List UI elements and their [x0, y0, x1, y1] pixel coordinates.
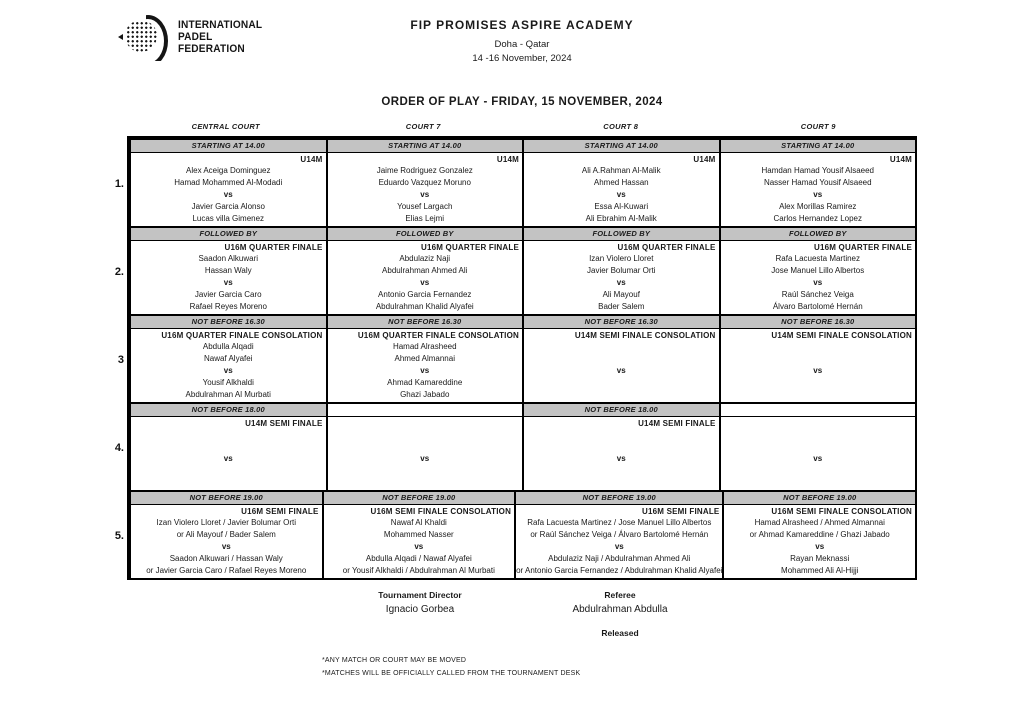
referee-label: Referee [604, 590, 636, 600]
court-header-9: COURT 9 [800, 122, 836, 131]
category-label: U16M QUARTER FINALE [617, 243, 716, 252]
category-label: U14M [889, 155, 912, 164]
match-body [131, 505, 322, 578]
team1-player2: or Ali Mayouf / Bader Salem [176, 530, 276, 539]
team2-player2 [328, 477, 523, 489]
match-body [131, 417, 326, 490]
team1-player2: or Ahmad Kamareddine / Ghazi Jabado [749, 530, 890, 539]
team1-player1: Abdulla Alqadi [202, 342, 254, 351]
team2-player2: Álvaro Bartolomé Hernán [772, 302, 863, 311]
team2-player2 [131, 477, 326, 489]
team1-player2: Nasser Hamad Yousif Alsaeed [763, 178, 872, 187]
team2-player1: Alex Morillas Ramirez [779, 202, 857, 211]
team1-player2 [524, 441, 719, 453]
time-band [721, 404, 916, 417]
referee-name: Abdulrahman Abdulla [572, 604, 668, 615]
referee-block [530, 590, 710, 615]
match-cell [522, 404, 719, 490]
team1-player1 [721, 429, 916, 441]
vs-label: vs [813, 278, 823, 287]
match-body [324, 505, 515, 578]
match-cell [129, 228, 326, 314]
vs-label: vs [815, 542, 825, 551]
match-cell [129, 140, 326, 226]
team2-player1 [721, 377, 916, 389]
time-band: STARTING AT 14.00 [721, 140, 916, 153]
tournament-director-block [330, 590, 510, 615]
match-cell [129, 492, 322, 578]
category-label: U16M SEMI FINALE [642, 507, 720, 516]
match-cell [719, 316, 916, 402]
team2-player2: or Antonio Garcia Fernandez / Abdulrahman Khalid Alyafei [516, 566, 723, 575]
team2-player2: or Javier Garcia Caro / Rafael Reyes Moreno [146, 566, 307, 575]
category-label: U14M [693, 155, 716, 164]
schedule-row [114, 226, 915, 314]
vs-label: vs [420, 454, 430, 463]
footnote: *MATCHES WILL BE OFFICIALLY CALLED FROM THE TOURNAMENT DESK [322, 670, 581, 677]
team1-player2: Hassan Waly [204, 266, 252, 275]
schedule-row [114, 490, 915, 578]
vs-label: vs [813, 190, 823, 199]
match-cell [522, 140, 719, 226]
row-number: 4. [114, 442, 124, 454]
court-headers [127, 122, 917, 131]
team1-player2: Mohammed Nasser [383, 530, 454, 539]
match-cell [719, 140, 916, 226]
team1-player2 [328, 441, 523, 453]
logo-arrow-icon [118, 34, 123, 40]
match-cell [719, 404, 916, 490]
team2-player1 [721, 465, 916, 477]
footnotes [322, 654, 580, 680]
row-number: 3 [117, 354, 124, 366]
time-band: STARTING AT 14.00 [328, 140, 523, 153]
match-body [724, 505, 915, 578]
court-header-7: COURT 7 [405, 122, 441, 131]
match-body [131, 241, 326, 314]
match-body [524, 417, 719, 490]
vs-label: vs [414, 542, 424, 551]
team1-player1: Nawaf Al Khaldi [390, 518, 447, 527]
match-cell [514, 492, 722, 578]
match-body [328, 417, 523, 490]
team2-player2: Mohammed Ali Al-Hijji [781, 566, 859, 575]
category-label: U16M QUARTER FINALE [813, 243, 912, 252]
team1-player1: Hamad Alrasheed / Ahmed Almannai [754, 518, 885, 527]
category-label: U14M [300, 155, 323, 164]
team2-player1: Abdulaziz Naji / Abdulrahman Ahmed Ali [548, 554, 691, 563]
team1-player1 [131, 429, 326, 441]
team2-player1: Javier Garcia Caro [194, 290, 262, 299]
team1-player1 [721, 341, 916, 353]
match-body [524, 153, 719, 226]
team2-player1 [328, 465, 523, 477]
time-band [328, 404, 523, 417]
vs-label: vs [616, 454, 626, 463]
category-label: U14M SEMI FINALE CONSOLATION [574, 331, 716, 340]
row-number: 2. [114, 266, 124, 278]
team2-player1: Ali Mayouf [602, 290, 640, 299]
vs-label: vs [223, 454, 233, 463]
team1-player1: Izan Violero Lloret [589, 254, 654, 263]
team2-player2 [524, 477, 719, 489]
team1-player2 [721, 353, 916, 365]
time-band: NOT BEFORE 19.00 [516, 492, 722, 505]
team1-player1 [524, 429, 719, 441]
event-location: Doha - Qatar [494, 39, 550, 50]
vs-label: vs [614, 542, 624, 551]
team2-player2: Rafael Reyes Moreno [189, 302, 267, 311]
match-cell [326, 316, 523, 402]
team1-player1: Abdulaziz Naji [399, 254, 451, 263]
vs-label: vs [223, 190, 233, 199]
team2-player1: Yousef Largach [397, 202, 453, 211]
team1-player2: Javier Bolumar Orti [587, 266, 656, 275]
team1-player2: Ahmed Almannai [394, 354, 455, 363]
team1-player1: Alex Aceiga Dominguez [186, 166, 271, 175]
match-cell [722, 492, 915, 578]
team2-player2: Abdulrahman Khalid Alyafei [375, 302, 474, 311]
footnote: *ANY MATCH OR COURT MAY BE MOVED [322, 657, 467, 664]
category-label: U16M QUARTER FINALE CONSOLATION [357, 331, 519, 340]
team2-player1: Antonio Garcia Fernandez [378, 290, 472, 299]
team1-player2 [721, 441, 916, 453]
category-label: U16M QUARTER FINALE [420, 243, 519, 252]
time-band: NOT BEFORE 19.00 [724, 492, 915, 505]
category-label: U14M SEMI FINALE CONSOLATION [771, 331, 912, 340]
logo-line: PADEL [178, 31, 213, 43]
time-band: STARTING AT 14.00 [524, 140, 719, 153]
team1-player1: Jaime Rodriguez Gonzalez [376, 166, 473, 175]
team2-player2: Abdulrahman Al Murbati [185, 390, 271, 399]
category-label: U14M SEMI FINALE [638, 419, 716, 428]
team2-player1 [524, 377, 719, 389]
category-label: U16M SEMI FINALE CONSOLATION [771, 507, 912, 516]
page-title: ORDER OF PLAY - FRIDAY, 15 NOVEMBER, 2024 [381, 96, 663, 108]
match-body [721, 241, 916, 314]
team2-player2 [721, 477, 916, 489]
team1-player1: Hamad Alrasheed [392, 342, 457, 351]
match-body [131, 329, 326, 402]
vs-label: vs [813, 454, 823, 463]
team1-player2 [131, 441, 326, 453]
team1-player1: Rafa Lacuesta Martinez [775, 254, 860, 263]
event-dates: 14 -16 November, 2024 [472, 53, 572, 64]
match-cell [326, 228, 523, 314]
match-cell [129, 404, 326, 490]
time-band: NOT BEFORE 19.00 [324, 492, 515, 505]
category-label: U14M [496, 155, 519, 164]
team2-player1: Essa Al-Kuwari [594, 202, 649, 211]
team1-player1: Saadon Alkuwari [198, 254, 259, 263]
match-body [524, 329, 719, 402]
match-body [524, 241, 719, 314]
match-body [328, 241, 523, 314]
time-band: FOLLOWED BY [524, 228, 719, 241]
team2-player2 [721, 389, 916, 401]
schedule-row [117, 314, 915, 402]
order-of-play-table [114, 136, 917, 580]
tournament-director-label: Tournament Director [378, 590, 462, 600]
released-label: Released [601, 628, 639, 638]
time-band: NOT BEFORE 16.30 [721, 316, 916, 329]
team2-player1: Abdulla Alqadi / Nawaf Alyafei [365, 554, 472, 563]
team1-player2: Abdulrahman Ahmed Ali [382, 266, 468, 275]
category-label: U16M SEMI FINALE CONSOLATION [370, 507, 512, 516]
vs-label: vs [221, 542, 231, 551]
vs-label: vs [420, 278, 430, 287]
team1-player2: Ahmed Hassan [593, 178, 649, 187]
team2-player1: Raúl Sánchez Veiga [781, 290, 854, 299]
time-band: FOLLOWED BY [721, 228, 916, 241]
court-header-central: CENTRAL COURT [191, 122, 260, 131]
team1-player2: Jose Manuel Lillo Albertos [771, 266, 865, 275]
team1-player1 [328, 429, 523, 441]
team1-player2: Nawaf Alyafei [204, 354, 253, 363]
team2-player2: Elias Lejmi [405, 214, 445, 223]
category-label [721, 418, 916, 429]
vs-label: vs [223, 278, 233, 287]
tournament-director-name: Ignacio Gorbea [385, 604, 455, 615]
team2-player2: Ghazi Jabado [400, 390, 450, 399]
match-cell [129, 316, 326, 402]
time-band: NOT BEFORE 16.30 [131, 316, 326, 329]
time-band: NOT BEFORE 18.00 [131, 404, 326, 417]
match-cell [326, 140, 523, 226]
match-body [721, 329, 916, 402]
category-label: U16M QUARTER FINALE [224, 243, 323, 252]
vs-label: vs [420, 190, 430, 199]
team2-player1: Saadon Alkuwari / Hassan Waly [169, 554, 283, 563]
logo-line: FEDERATION [178, 43, 245, 55]
court-header-8: COURT 8 [603, 122, 639, 131]
row-number: 5. [114, 530, 124, 542]
team1-player1: Ali A.Rahman Al-Malik [581, 166, 661, 175]
time-band: NOT BEFORE 19.00 [131, 492, 322, 505]
match-body [328, 329, 523, 402]
category-label: U16M QUARTER FINALE CONSOLATION [161, 331, 323, 340]
team1-player2: or Raúl Sánchez Veiga / Álvaro Bartolomé Hernán [530, 530, 709, 539]
event-title: FIP PROMISES ASPIRE ACADEMY [410, 18, 634, 32]
match-body [721, 417, 916, 490]
team1-player2 [524, 353, 719, 365]
match-body [131, 153, 326, 226]
team2-player2: Bader Salem [598, 302, 645, 311]
vs-label: vs [223, 366, 233, 375]
time-band: NOT BEFORE 18.00 [524, 404, 719, 417]
event-header [127, 18, 917, 64]
match-body [328, 153, 523, 226]
vs-label: vs [813, 366, 823, 375]
team1-player1: Hamdan Hamad Yousif Alsaeed [761, 166, 875, 175]
team1-player1: Rafa Lacuesta Martinez / Jose Manuel Lillo Albertos [527, 518, 712, 527]
team1-player1: Izan Violero Lloret / Javier Bolumar Orti [156, 518, 296, 527]
team1-player1 [524, 341, 719, 353]
team2-player2: Carlos Hernandez Lopez [773, 214, 862, 223]
team1-player2: Eduardo Vazquez Moruno [378, 178, 471, 187]
time-band: NOT BEFORE 16.30 [524, 316, 719, 329]
match-body [516, 505, 722, 578]
time-band: FOLLOWED BY [131, 228, 326, 241]
time-band: STARTING AT 14.00 [131, 140, 326, 153]
row-number: 1. [114, 178, 124, 190]
vs-label: vs [616, 278, 626, 287]
vs-label: vs [420, 366, 430, 375]
match-cell [719, 228, 916, 314]
match-body [721, 153, 916, 226]
vs-label: vs [616, 190, 626, 199]
team2-player2: Lucas villa Gimenez [192, 214, 265, 223]
schedule-row [114, 140, 915, 226]
time-band: FOLLOWED BY [328, 228, 523, 241]
team2-player2: Ali Ebrahim Al-Malik [585, 214, 657, 223]
team2-player1: Ahmad Kamareddine [387, 378, 463, 387]
team2-player1: Rayan Meknassi [790, 554, 850, 563]
team2-player1 [131, 465, 326, 477]
schedule-row [114, 402, 915, 490]
category-label: U14M SEMI FINALE [245, 419, 323, 428]
match-cell [326, 404, 523, 490]
vs-label: vs [616, 366, 626, 375]
team2-player1 [524, 465, 719, 477]
match-cell [322, 492, 515, 578]
logo-line: INTERNATIONAL [178, 19, 263, 31]
category-label [328, 418, 523, 429]
team2-player2: or Yousif Alkhaldi / Abdulrahman Al Murbati [342, 566, 495, 575]
match-cell [522, 316, 719, 402]
team2-player1: Javier Garcia Alonso [191, 202, 265, 211]
category-label: U16M SEMI FINALE [241, 507, 319, 516]
match-cell [522, 228, 719, 314]
team2-player2 [524, 389, 719, 401]
team2-player1: Yousif Alkhaldi [202, 378, 254, 387]
time-band: NOT BEFORE 16.30 [328, 316, 523, 329]
team1-player2: Hamad Mohammed Al-Modadi [174, 178, 283, 187]
